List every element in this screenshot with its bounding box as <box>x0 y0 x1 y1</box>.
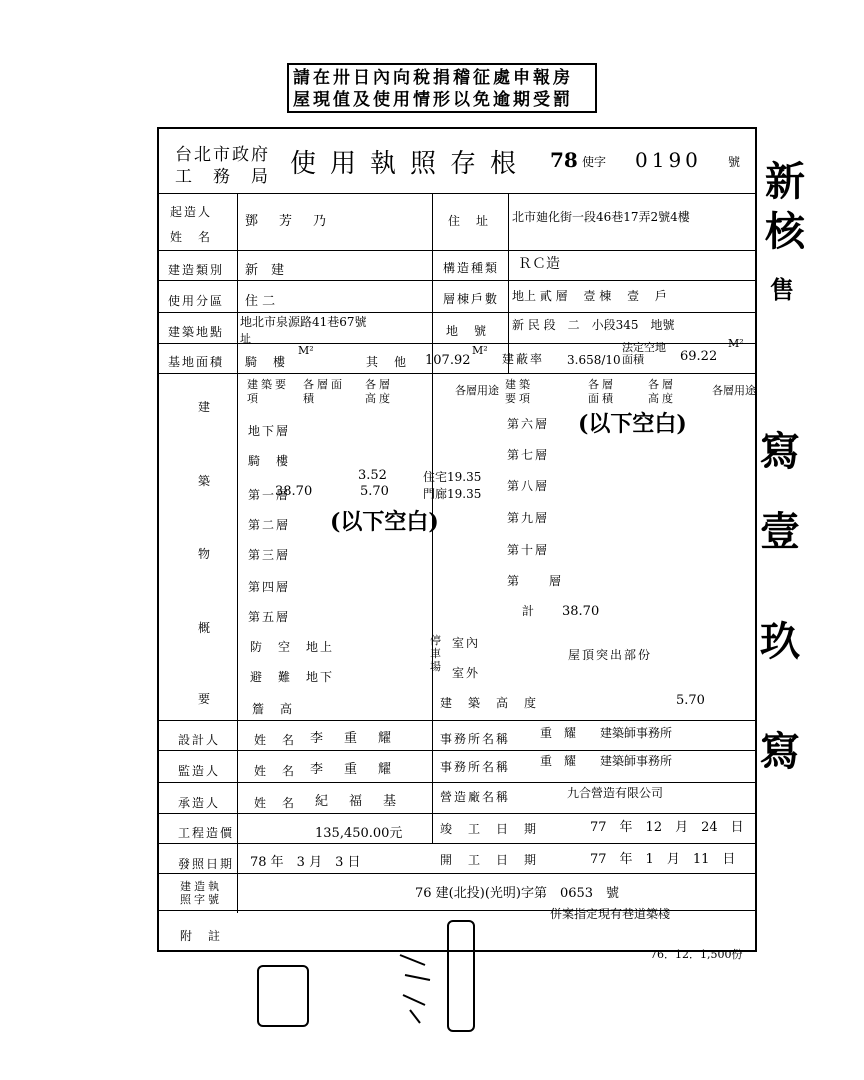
parking-indoor-label: 室內 <box>452 636 481 650</box>
hdr-area-r: 各層面積 <box>588 378 616 405</box>
margin-note: 壹 <box>760 508 800 555</box>
notice-line-1: 請在卅日內向稅捐稽征處申報房 <box>293 68 573 88</box>
side-label: 建 <box>198 400 213 414</box>
designer-label: 設計人 <box>178 733 221 747</box>
owner-label-2: 姓 名 <box>170 230 213 244</box>
designer-office: 重 耀 建築師事務所 <box>540 726 673 740</box>
remark-value: 併案指定現有巷道築棧 <box>550 907 671 921</box>
shelter-below-label: 避 難 地下 <box>250 670 335 684</box>
floors-label: 層棟戶數 <box>443 292 500 306</box>
start-date: 77 年 1 月 11 日 <box>590 852 736 867</box>
other-label: 其 他 <box>366 355 409 369</box>
floor-label: 第二層 <box>248 518 291 532</box>
shelter-above-label: 防 空 地上 <box>250 640 335 654</box>
suffix: 號 <box>728 155 741 169</box>
side-label: 概 <box>198 621 213 635</box>
owner-label: 起造人 <box>170 205 213 219</box>
rule <box>157 750 757 751</box>
supervisor-name: 李 重 耀 <box>310 762 396 777</box>
unit-m2: M² <box>472 344 488 357</box>
remark-label: 附 註 <box>180 929 223 943</box>
handwritten-signature <box>395 945 435 1025</box>
site-sub: 址 <box>240 332 251 345</box>
floor-label: 第十層 <box>507 543 550 557</box>
rule <box>157 193 757 194</box>
print-info: 76．12．1,500份 <box>650 948 743 961</box>
rule <box>157 843 757 844</box>
notice-line-2: 屋現值及使用情形以免逾期受罰 <box>293 90 573 110</box>
floor-label: 第六層 <box>507 417 550 431</box>
rule <box>157 250 757 251</box>
parking-outdoor-label: 室外 <box>452 666 481 680</box>
issue-label: 發照日期 <box>178 857 235 871</box>
office-label: 事務所名稱 <box>440 732 511 746</box>
zone-label: 使用分區 <box>168 294 225 308</box>
hdr-use: 各層用途 <box>455 384 499 397</box>
hdr-height: 各層高度 <box>365 378 393 405</box>
floor-label: 第七層 <box>507 448 550 462</box>
hdr-height-r: 各層高度 <box>648 378 676 405</box>
tax-notice-stamp <box>287 63 597 113</box>
first-floor-height-2: 5.70 <box>360 484 389 499</box>
issue-date: 78 年 3 月 3 日 <box>250 855 361 870</box>
name-label: 姓 名 <box>254 733 297 747</box>
side-label: 築 <box>198 474 213 488</box>
eave-label: 簷 高 <box>252 702 295 716</box>
first-floor-area: 38.70 <box>275 484 313 499</box>
cost-label: 工程造價 <box>178 826 235 840</box>
coverage-label: 建蔽率 <box>502 352 545 366</box>
form-title: 使用執照存根 <box>290 149 531 179</box>
legal-open-label: 法定空地面積 <box>622 341 666 366</box>
margin-note: 玖 <box>760 618 800 665</box>
blank-stamp-right: (以下空白) <box>578 411 687 437</box>
arcade-label: 騎 樓 <box>245 355 288 369</box>
rule <box>237 193 238 913</box>
margin-note: 新 <box>765 158 805 205</box>
structure-value: ＲＣ造 <box>518 256 560 272</box>
supervisor-label: 監造人 <box>178 764 221 778</box>
agency-name-1: 台北市政府 <box>175 145 270 165</box>
floor-label: 地下層 <box>248 424 291 438</box>
floor-label: 騎 樓 <box>248 454 291 468</box>
contractor-name: 紀 福 基 <box>315 794 401 809</box>
rule <box>157 720 757 721</box>
margin-note: 核 <box>765 208 805 255</box>
rule <box>157 782 757 783</box>
first-floor-use-2: 門廊19.35 <box>423 487 482 501</box>
finish-date: 77 年 12 月 24 日 <box>590 820 744 835</box>
bldg-height-value: 5.70 <box>676 693 705 708</box>
hdr-item-r: 建築要項 <box>505 378 533 405</box>
floor-label: 第九層 <box>507 511 550 525</box>
rule <box>508 193 509 373</box>
permit-label: 建造執照字號 <box>180 880 222 906</box>
firm-name: 九合營造有限公司 <box>567 786 664 800</box>
contractor-label: 承造人 <box>178 796 221 810</box>
other-area-value: 107.92 <box>425 353 471 368</box>
site-value: 地北市泉源路41巷67號 <box>240 315 367 329</box>
unit-m2: M² <box>298 344 314 357</box>
blank-stamp-left: (以下空白) <box>330 509 439 535</box>
start-label: 開 工 日 期 <box>440 853 539 867</box>
building-type-value: 新 建 <box>245 263 285 278</box>
floor-label: 第四層 <box>248 580 291 594</box>
floor-label: 第五層 <box>248 610 291 624</box>
address-label: 住 址 <box>448 214 491 228</box>
zone-value: 住 二 <box>245 294 276 309</box>
cost-value: 135,450.00元 <box>315 826 403 841</box>
margin-note: 寫 <box>760 428 800 475</box>
coverage-value: 3.658/10 <box>567 353 621 367</box>
unit-m2: M² <box>728 337 744 350</box>
lot-label: 地 號 <box>446 324 489 338</box>
name-label: 姓 名 <box>254 796 297 810</box>
legal-open-value: 69.22 <box>680 349 718 364</box>
base-area-label: 基地面積 <box>168 355 225 369</box>
side-label: 要 <box>198 692 213 706</box>
rule <box>157 373 757 374</box>
site-label: 建築地點 <box>168 325 225 339</box>
lot-value: 新 民 段 二 小段345 地號 <box>512 318 675 332</box>
margin-note: 售 <box>770 275 794 304</box>
rule <box>157 813 757 814</box>
structure-label: 構造種類 <box>443 261 500 275</box>
year-number: 78 <box>550 148 578 172</box>
floor-label: 第八層 <box>507 479 550 493</box>
rule <box>157 873 757 874</box>
agency-name-2: 工 務 局 <box>175 167 270 187</box>
floor-label: 第一層 <box>248 488 291 502</box>
first-floor-height: 3.52 <box>358 468 387 483</box>
address-value: 北市廸化街一段46巷17弄2號4樓 <box>512 210 690 224</box>
finish-label: 竣 工 日 期 <box>440 822 539 836</box>
floor-label: 第 層 <box>507 574 564 588</box>
hdr-use-r: 各層用途 <box>712 384 756 397</box>
seal-stamp <box>257 965 309 1027</box>
hdr-area: 各層面積 <box>303 378 345 405</box>
first-floor-use-1: 住宅19.35 <box>423 470 482 484</box>
margin-note: 寫 <box>760 728 800 775</box>
designer-name: 李 重 耀 <box>310 731 396 746</box>
rule <box>157 280 757 281</box>
bldg-height-label: 建 築 高 度 <box>440 696 539 710</box>
prefix: 使字 <box>582 155 607 169</box>
side-label: 物 <box>198 547 213 561</box>
floor-label: 第三層 <box>248 548 291 562</box>
seal-stamp <box>447 920 475 1032</box>
parking-label: 停車場 <box>430 634 441 673</box>
hdr-item: 建築要項 <box>247 378 289 405</box>
firm-label: 營造廠名稱 <box>440 790 511 804</box>
permit-number: 0190 <box>635 148 702 172</box>
office-label: 事務所名稱 <box>440 760 511 774</box>
building-type-label: 建造類別 <box>168 263 225 277</box>
floors-value: 地上 貳 層 壹 棟 壹 戶 <box>512 289 667 303</box>
total-area: 38.70 <box>562 604 600 619</box>
owner-name: 鄧 芳 乃 <box>245 214 331 229</box>
permit-ref: 76 建(北投)(光明)字第 0653 號 <box>415 886 620 901</box>
total-label: 計 <box>522 604 537 618</box>
supervisor-office: 重 耀 建築師事務所 <box>540 754 673 768</box>
roof-label: 屋頂突出部份 <box>568 648 653 662</box>
name-label: 姓 名 <box>254 764 297 778</box>
